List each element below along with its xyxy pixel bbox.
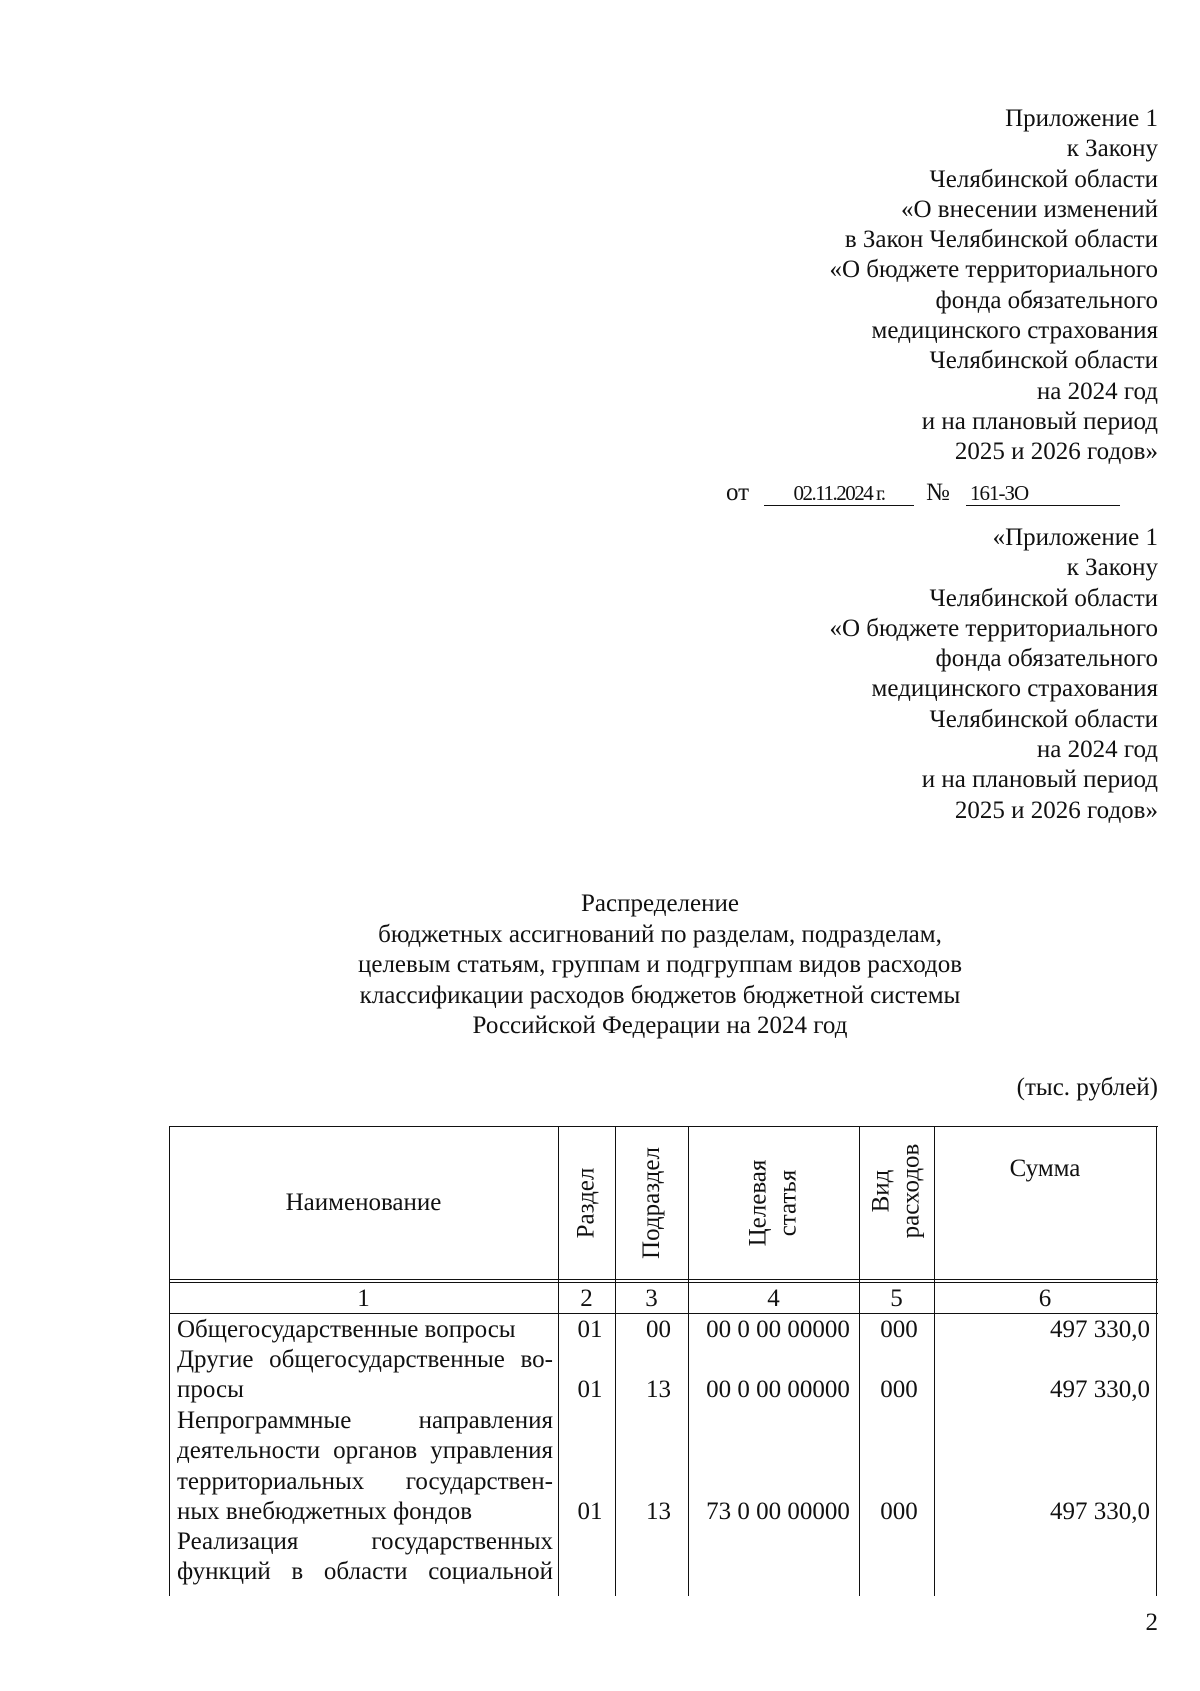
header-target bbox=[688, 1126, 859, 1279]
header-target-text bbox=[743, 1159, 803, 1246]
appendix-line: к Закону bbox=[1066, 135, 1158, 163]
appendix-line: Челябинской области bbox=[929, 347, 1158, 375]
row-name-line: деятельности органов управления bbox=[177, 1437, 553, 1465]
row-name-line: ных внебюджетных фондов bbox=[177, 1497, 473, 1525]
row-type: 000 bbox=[880, 1316, 918, 1343]
appendix-line: фонда обязательного bbox=[935, 286, 1158, 314]
appendix-line: и на плановый период bbox=[921, 407, 1158, 435]
header-sum bbox=[934, 1126, 1156, 1279]
title-line: Распределение bbox=[581, 890, 739, 917]
budget-table bbox=[169, 1126, 1158, 1596]
order-number-label: № bbox=[926, 479, 950, 506]
appendix-line: и на плановый период bbox=[921, 766, 1158, 794]
row-subsection: 13 bbox=[646, 1498, 671, 1525]
order-reference bbox=[558, 478, 1158, 508]
header-subsection bbox=[615, 1126, 688, 1279]
header-type bbox=[859, 1126, 934, 1279]
appendix-line: «О внесении изменений bbox=[900, 195, 1158, 223]
row-name-line: Общегосударственные вопросы bbox=[177, 1316, 516, 1343]
units-note: (тыс. рублей) bbox=[1016, 1074, 1158, 1101]
appendix-line: «О бюджете территориального bbox=[829, 614, 1158, 642]
header-section-text: Раздел bbox=[572, 1167, 600, 1238]
appendix-line: Челябинской области bbox=[929, 584, 1158, 612]
appendix-header-old bbox=[558, 523, 1158, 826]
header-type-line2: расходов bbox=[897, 1143, 925, 1238]
order-from-label: от bbox=[726, 479, 750, 506]
appendix-line: медицинского страхования bbox=[871, 675, 1158, 703]
title-line: бюджетных ассигнований по разделам, подразделам, bbox=[378, 920, 942, 948]
document-title bbox=[160, 889, 1160, 1042]
row-target: 00 0 00 00000 bbox=[706, 1376, 850, 1403]
appendix-line: к Закону bbox=[1066, 554, 1158, 582]
appendix-line: фонда обязательного bbox=[935, 645, 1158, 673]
row-name bbox=[177, 1527, 553, 1588]
header-name-text: Наименование bbox=[285, 1188, 442, 1216]
row-target: 73 0 00 00000 bbox=[706, 1498, 850, 1525]
row-name bbox=[177, 1406, 553, 1527]
title-line: классификации расходов бюджетов бюджетной системы bbox=[359, 981, 961, 1009]
column-number: 4 bbox=[767, 1285, 780, 1312]
order-date: 02.11.2024 г. bbox=[764, 478, 914, 506]
column-number: 1 bbox=[357, 1285, 370, 1312]
header-bottom-line bbox=[169, 1279, 1158, 1280]
row-name-line: просы bbox=[177, 1376, 244, 1404]
column-number: 5 bbox=[890, 1285, 903, 1312]
page-number: 2 bbox=[1145, 1609, 1158, 1636]
header-subsection-text: Подраздел bbox=[637, 1147, 665, 1259]
row-subsection: 13 bbox=[646, 1376, 671, 1403]
appendix-line: Приложение 1 bbox=[1005, 105, 1158, 132]
row-target: 00 0 00 00000 bbox=[706, 1316, 850, 1343]
header-type-line1: Вид bbox=[867, 1169, 895, 1212]
row-sum: 497 330,0 bbox=[1050, 1376, 1150, 1403]
row-sum: 497 330,0 bbox=[1050, 1498, 1150, 1525]
row-name-line: Другие общегосударственные во- bbox=[177, 1346, 553, 1373]
header-bottom-line-double bbox=[169, 1282, 1158, 1283]
col-border bbox=[1156, 1126, 1157, 1596]
appendix-line: 2025 и 2026 годов» bbox=[954, 796, 1158, 824]
header-sum-text: Сумма bbox=[1009, 1155, 1081, 1182]
column-number: 2 bbox=[580, 1285, 593, 1312]
appendix-line: медицинского страхования bbox=[871, 317, 1158, 345]
title-line: Российской Федерации на 2024 год bbox=[472, 1012, 848, 1039]
row-section: 01 bbox=[577, 1316, 603, 1343]
appendix-line: на 2024 год bbox=[1036, 736, 1158, 764]
header-name bbox=[169, 1126, 558, 1279]
appendix-line: «О бюджете территориального bbox=[829, 256, 1158, 284]
appendix-header-new bbox=[558, 104, 1158, 468]
header-type-text bbox=[867, 1143, 927, 1238]
appendix-line: 2025 и 2026 годов» bbox=[954, 438, 1158, 466]
order-number: 161-ЗО bbox=[966, 478, 1120, 506]
appendix-line: Челябинской области bbox=[929, 705, 1158, 733]
appendix-line: «Приложение 1 bbox=[992, 524, 1158, 551]
row-section: 01 bbox=[577, 1498, 603, 1525]
row-name bbox=[177, 1315, 553, 1345]
row-name-line: функций в области социальной bbox=[177, 1558, 553, 1586]
header-section bbox=[558, 1126, 615, 1279]
appendix-line: в Закон Челябинской области bbox=[844, 226, 1158, 254]
column-number: 6 bbox=[1038, 1285, 1052, 1312]
row-name-line: Непрограммные направления bbox=[177, 1407, 553, 1434]
row-name-line: Реализация государственных bbox=[177, 1528, 553, 1555]
title-line: целевым статьям, группам и подгруппам видов расходов bbox=[357, 951, 963, 978]
row-name-line: территориальных государствен- bbox=[177, 1467, 553, 1495]
row-sum: 497 330,0 bbox=[1050, 1316, 1150, 1343]
row-type: 000 bbox=[880, 1498, 918, 1525]
appendix-line: на 2024 год bbox=[1036, 377, 1158, 405]
column-number: 3 bbox=[645, 1285, 658, 1312]
appendix-line: Челябинской области bbox=[929, 165, 1158, 193]
row-name bbox=[177, 1345, 553, 1406]
header-target-line2: статья bbox=[774, 1169, 802, 1236]
row-subsection: 00 bbox=[646, 1316, 671, 1343]
row-type: 000 bbox=[880, 1376, 918, 1403]
header-target-line1: Целевая bbox=[744, 1159, 772, 1246]
row-section: 01 bbox=[577, 1376, 603, 1403]
